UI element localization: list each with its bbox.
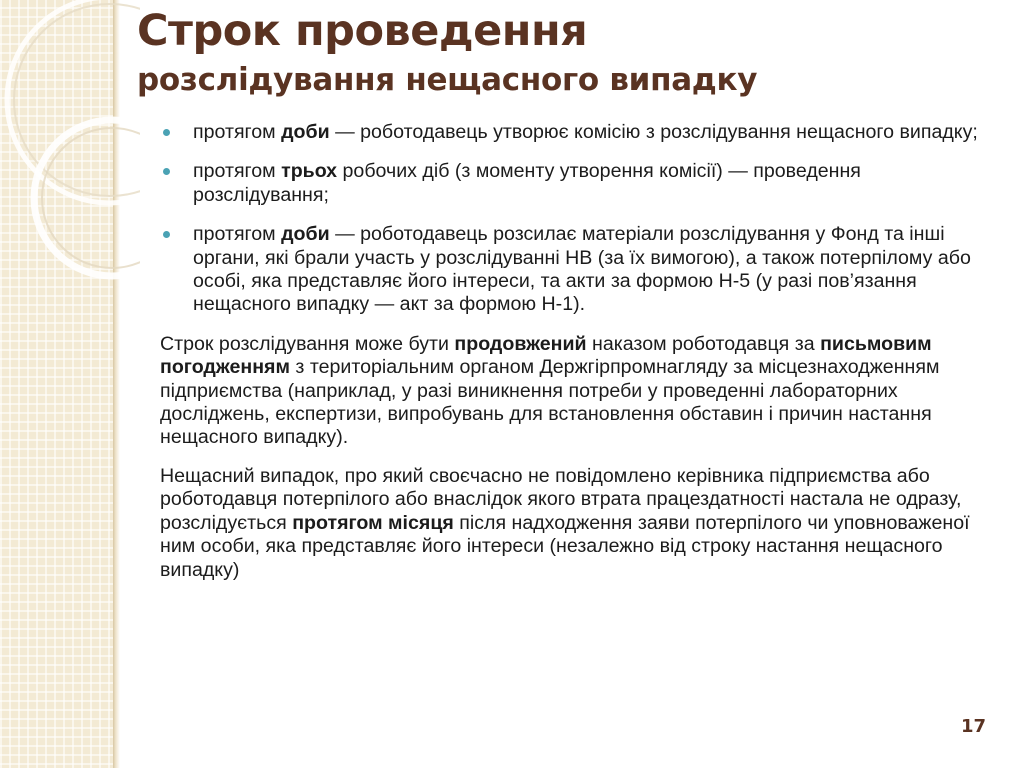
slide-content bbox=[160, 121, 984, 597]
paragraph-text: наказом роботодавця за bbox=[586, 332, 821, 355]
bullet-dot-icon bbox=[163, 231, 170, 238]
paragraph-extension bbox=[160, 333, 984, 450]
bullet-text-bold: доби bbox=[281, 223, 330, 246]
bullet-text-bold: трьох bbox=[281, 160, 338, 183]
paragraph-bold: протягом місяця bbox=[292, 511, 454, 534]
paragraph-late-report bbox=[160, 465, 984, 582]
bullet-item bbox=[160, 223, 984, 317]
bullet-item bbox=[160, 121, 984, 144]
paragraph-text: після надходження заяви потерпілого чи уповноваженої ним особи, яка представляє його інтереси (незалежно від строку настання нещасного випадку) bbox=[160, 511, 970, 581]
slide-subtitle: розслідування нещасного випадку bbox=[137, 62, 758, 98]
slide-title: Строк проведення bbox=[137, 6, 588, 56]
paragraph-bold: продовжений bbox=[454, 332, 587, 355]
paragraph-bold: письмовим погодженням bbox=[160, 332, 932, 379]
bullet-text-pre: протягом bbox=[193, 223, 282, 246]
page-number: 17 bbox=[960, 716, 986, 737]
bullet-text-pre: протягом bbox=[193, 160, 282, 183]
bullet-item bbox=[160, 160, 984, 207]
bullet-list bbox=[160, 121, 984, 317]
bullet-text-bold: доби bbox=[281, 121, 330, 143]
slide-title-block bbox=[137, 2, 997, 100]
paragraph-text: з територіальним органом Держгірпромнагляду за місцезнаходженням підприємства (наприклад, у разі виникнення потреби у проведенні лабораторних досліджень, експертизи, випробувань для встановлення обставин і причин настання нещасного випадку). bbox=[160, 356, 940, 449]
paragraph-text: Строк розслідування може бути bbox=[160, 332, 455, 355]
paragraph-text: Нещасний випадок, про який своєчасно не повідомлено керівника підприємства або роботодавця потерпілого або внаслідок якого втрата працездатності настала не одразу, розслідується bbox=[160, 464, 962, 534]
bullet-text-pre: протягом bbox=[193, 121, 282, 143]
bullet-text-post: — роботодавець утворює комісію з розслідування нещасного випадку; bbox=[329, 121, 978, 143]
bullet-text-post: робочих діб (з моменту утворення комісії) — проведення розслідування; bbox=[193, 160, 861, 206]
bullet-dot-icon bbox=[163, 129, 170, 136]
bullet-dot-icon bbox=[163, 168, 170, 175]
bullet-text-post: — роботодавець розсилає матеріали розслідування у Фонд та інші органи, які брали участь у розслідуванні НВ (за їх вимогою), а також потерпілому або особі, яка представляє його інтереси, та акти за формою Н-5 (у разі пов’язання нещасного випадку — акт за формою Н-1). bbox=[193, 223, 971, 316]
decorative-circles bbox=[0, 0, 140, 300]
